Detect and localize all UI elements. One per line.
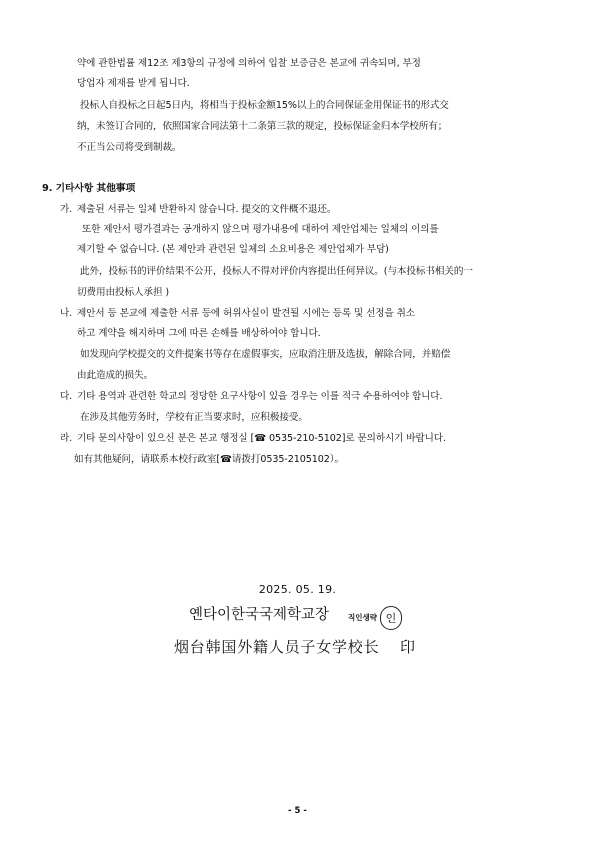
item-marker: 라. [60,433,73,444]
item-text: 제기할 수 없습니다. (본 제안과 관련된 일체의 소요비용은 제안업체가 부담) [77,244,389,255]
item-text: 切费用由投标人承担 ) [77,287,170,298]
text-line: 纳，未签订合同的，依照国家合同法第十二条第三款的规定，投标保证金归本学校所有； [77,121,448,132]
item-text: 如发现向学校提交的文件提案书等存在虚假事实，应取消注册及选拔，解除合同，并赔偿 [80,349,451,360]
school-name-korean: 옌타이한국국제학교장 [189,607,330,623]
seal-character: 印 [400,638,416,656]
item-text: 기타 용역과 관련한 학교의 정당한 요구사항이 있을 경우는 이를 적극 수용하여야 합니다. [77,391,443,402]
item-text: 기타 문의사항이 있으신 분은 본교 행정실 [☎ 0535-210-5102]로 문의하시기 바랍니다. [77,433,446,444]
item-text: 此外，投标书的评价结果不公开，投标人不得对评价内容提出任何异议。(与本投标书相关的一 [80,266,473,277]
text-line: 不正当公司将受到制裁。 [77,142,182,153]
item-text: 在涉及其他劳务时，学校有正当要求时，应积极接受。 [80,412,308,423]
text-line: 投标人自投标之日起5日内，将相当于投标金额15%以上的合同保证金用保证书的形式交 [80,100,449,111]
item-text: 또한 제안서 평가결과는 공개하지 않으며 평가내용에 대하여 제안업체는 일체의 이의를 [82,224,439,235]
item-marker: 나. [60,308,73,319]
item-marker: 가. [60,204,73,215]
item-text: 하고 계약을 해지하며 그에 따른 손해를 배상하여야 합니다. [77,328,321,339]
page-number: - 5 - [288,806,307,816]
official-seal: 인 [380,606,402,630]
section-heading: 9. 기타사항 其他事项 [42,183,136,194]
document-date: 2025. 05. 19. [258,583,337,596]
seal-omitted-note: 직인생략 [348,613,377,622]
item-text: 由此造成的损失。 [77,370,153,381]
school-name-chinese: 烟台韩国外籍人员子女学校长 [174,638,380,656]
item-text: 如有其他疑问，请联系本校行政室[☎请拨打0535-2105102）。 [74,454,344,465]
item-text: 제안서 등 본교에 제출한 서류 등에 허위사실이 발견될 시에는 등록 및 선정을 취소 [77,308,415,319]
text-line: 당업자 제재를 받게 됩니다. [77,78,190,89]
text-line: 약에 관한법률 제12조 제3항의 규정에 의하여 입찰 보증금은 본교에 귀속되며, 부정 [77,58,421,69]
item-marker: 다. [60,391,73,402]
item-text: 제출된 서류는 일체 반환하지 않습니다. 提交的文件概不退还。 [77,204,337,215]
